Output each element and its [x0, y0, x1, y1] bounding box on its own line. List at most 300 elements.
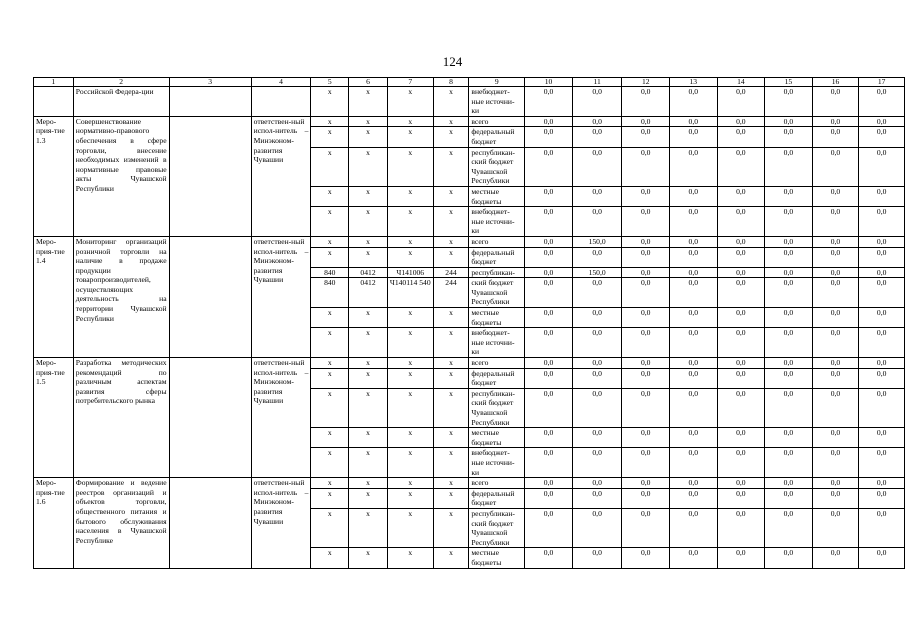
value-cell: 0,0	[859, 428, 905, 448]
value-cell: 0,0	[765, 278, 813, 308]
value-cell: 0,0	[812, 207, 859, 237]
table-row	[34, 478, 905, 489]
value-cell: 0,0	[525, 278, 573, 308]
value-cell: 0,0	[859, 87, 905, 117]
budget-code-cell: x	[387, 186, 433, 206]
budget-code-cell: x	[311, 207, 349, 237]
value-cell: 0,0	[572, 428, 622, 448]
table-row	[34, 116, 905, 127]
column-number: 10	[525, 78, 573, 87]
value-cell: 0,0	[717, 358, 765, 369]
value-cell: 0,0	[670, 207, 718, 237]
budget-code-cell: x	[311, 428, 349, 448]
value-cell: 0,0	[765, 508, 813, 547]
budget-code-cell: x	[433, 116, 469, 127]
responsible-cell: ответствен-ный испол-нитель – Минэконом-развития Чувашии	[251, 478, 311, 568]
value-cell: 0,0	[765, 247, 813, 267]
empty-cell	[169, 116, 251, 236]
value-cell: 0,0	[622, 388, 670, 427]
value-cell: 0,0	[525, 428, 573, 448]
value-cell: 150,0	[572, 236, 622, 247]
value-cell: 0,0	[622, 247, 670, 267]
value-cell: 0,0	[859, 116, 905, 127]
budget-code-cell: x	[349, 147, 388, 186]
budget-code-cell: x	[311, 127, 349, 147]
value-cell: 0,0	[525, 87, 573, 117]
value-cell: 0,0	[812, 448, 859, 478]
column-number: 4	[251, 78, 311, 87]
budget-code-cell: x	[433, 388, 469, 427]
event-id-cell: Меро-прия-тие 1.3	[34, 116, 74, 236]
value-cell: 0,0	[717, 87, 765, 117]
value-cell: 0,0	[812, 308, 859, 328]
budget-code-cell: Ч141006	[387, 267, 433, 278]
value-cell: 0,0	[572, 508, 622, 547]
value-cell: 0,0	[622, 308, 670, 328]
column-number: 2	[73, 78, 169, 87]
value-cell: 0,0	[717, 548, 765, 568]
value-cell: 0,0	[670, 278, 718, 308]
budget-code-cell: x	[433, 488, 469, 508]
value-cell: 0,0	[717, 127, 765, 147]
value-cell: 0,0	[859, 186, 905, 206]
budget-code-cell: x	[349, 116, 388, 127]
value-cell: 0,0	[525, 247, 573, 267]
budget-code-cell: x	[433, 548, 469, 568]
value-cell: 0,0	[572, 328, 622, 358]
table-body	[34, 87, 905, 569]
budget-code-cell: x	[387, 207, 433, 237]
funding-source-cell: федеральный бюджет	[469, 488, 525, 508]
value-cell: 0,0	[812, 147, 859, 186]
value-cell: 0,0	[812, 236, 859, 247]
value-cell: 150,0	[572, 267, 622, 278]
budget-code-cell: x	[349, 207, 388, 237]
value-cell: 0,0	[717, 488, 765, 508]
budget-code-cell: x	[311, 147, 349, 186]
budget-code-cell: x	[349, 478, 388, 489]
header-row	[34, 78, 905, 87]
column-number: 13	[670, 78, 718, 87]
column-number: 5	[311, 78, 349, 87]
value-cell: 0,0	[812, 267, 859, 278]
budget-code-cell: x	[311, 116, 349, 127]
funding-source-cell: республикан-ский бюджет Чувашской Республики	[469, 508, 525, 547]
value-cell: 0,0	[812, 548, 859, 568]
funding-source-cell: республикан-ский бюджет Чувашской Республики	[469, 388, 525, 427]
value-cell: 0,0	[765, 368, 813, 388]
value-cell: 0,0	[525, 358, 573, 369]
value-cell: 0,0	[765, 236, 813, 247]
budget-code-cell: x	[349, 186, 388, 206]
budget-code-cell: x	[349, 508, 388, 547]
responsible-cell: ответствен-ный испол-нитель – Минэконом-развития Чувашии	[251, 236, 311, 357]
value-cell: 0,0	[572, 358, 622, 369]
responsible-cell: ответствен-ный испол-нитель – Минэконом-развития Чувашии	[251, 116, 311, 236]
funding-source-cell: федеральный бюджет	[469, 247, 525, 267]
budget-code-cell: x	[311, 236, 349, 247]
funding-source-cell: всего	[469, 236, 525, 247]
value-cell: 0,0	[717, 247, 765, 267]
value-cell: 0,0	[670, 236, 718, 247]
value-cell: 0,0	[670, 186, 718, 206]
table-header	[34, 78, 905, 87]
value-cell: 0,0	[525, 448, 573, 478]
value-cell: 0,0	[717, 508, 765, 547]
event-id-cell: Меро-прия-тие 1.4	[34, 236, 74, 357]
value-cell: 0,0	[765, 147, 813, 186]
value-cell: 0,0	[670, 308, 718, 328]
funding-source-cell: местные бюджеты	[469, 548, 525, 568]
value-cell: 0,0	[717, 448, 765, 478]
funding-source-cell: местные бюджеты	[469, 186, 525, 206]
budget-code-cell: x	[311, 186, 349, 206]
event-id-cell	[34, 87, 74, 117]
column-number: 1	[34, 78, 74, 87]
budget-code-cell: x	[311, 368, 349, 388]
column-number: 12	[622, 78, 670, 87]
budget-code-cell: x	[349, 87, 388, 117]
column-number: 16	[812, 78, 859, 87]
funding-source-cell: внебюджет-ные источни-ки	[469, 207, 525, 237]
event-description-cell: Совершенствование нормативно-правового обеспечения в сфере торговли, внесение необходимых изменений в нормативные правовые акты Чувашской Республики	[73, 116, 169, 236]
value-cell: 0,0	[859, 388, 905, 427]
value-cell: 0,0	[859, 548, 905, 568]
budget-code-cell: x	[311, 388, 349, 427]
value-cell: 0,0	[859, 147, 905, 186]
column-number: 14	[717, 78, 765, 87]
value-cell: 0,0	[717, 147, 765, 186]
budget-code-cell: x	[387, 428, 433, 448]
value-cell: 0,0	[717, 428, 765, 448]
value-cell: 0,0	[812, 278, 859, 308]
value-cell: 0,0	[670, 368, 718, 388]
responsible-cell: ответствен-ный испол-нитель – Минэконом-развития Чувашии	[251, 358, 311, 478]
value-cell: 0,0	[765, 428, 813, 448]
budget-code-cell: x	[349, 488, 388, 508]
value-cell: 0,0	[622, 488, 670, 508]
budget-code-cell: x	[311, 478, 349, 489]
value-cell: 0,0	[572, 388, 622, 427]
value-cell: 0,0	[765, 267, 813, 278]
value-cell: 0,0	[622, 368, 670, 388]
value-cell: 0,0	[572, 308, 622, 328]
value-cell: 0,0	[622, 328, 670, 358]
value-cell: 0,0	[812, 388, 859, 427]
value-cell: 0,0	[622, 278, 670, 308]
value-cell: 0,0	[765, 116, 813, 127]
budget-code-cell: x	[311, 87, 349, 117]
value-cell: 0,0	[572, 207, 622, 237]
budget-code-cell: x	[387, 358, 433, 369]
event-description-cell: Российской Федера-ции	[73, 87, 169, 117]
table-row	[34, 236, 905, 247]
value-cell: 0,0	[572, 87, 622, 117]
funding-source-cell: местные бюджеты	[469, 428, 525, 448]
value-cell: 0,0	[525, 388, 573, 427]
value-cell: 0,0	[765, 328, 813, 358]
value-cell: 0,0	[717, 368, 765, 388]
budget-code-cell: x	[387, 548, 433, 568]
value-cell: 0,0	[717, 207, 765, 237]
value-cell: 0,0	[765, 548, 813, 568]
value-cell: 0,0	[670, 488, 718, 508]
value-cell: 0,0	[622, 147, 670, 186]
funding-source-cell: республикан-ский бюджет Чувашской Республики	[469, 147, 525, 186]
value-cell: 0,0	[670, 116, 718, 127]
value-cell: 0,0	[859, 508, 905, 547]
value-cell: 0,0	[622, 87, 670, 117]
budget-code-cell: x	[387, 388, 433, 427]
value-cell: 0,0	[572, 147, 622, 186]
funding-source-cell: внебюджет-ные источни-ки	[469, 87, 525, 117]
value-cell: 0,0	[525, 478, 573, 489]
value-cell: 0,0	[572, 368, 622, 388]
value-cell: 0,0	[622, 448, 670, 478]
value-cell: 0,0	[622, 267, 670, 278]
value-cell: 0,0	[525, 328, 573, 358]
value-cell: 0,0	[622, 358, 670, 369]
value-cell: 0,0	[812, 428, 859, 448]
funding-source-cell: внебюджет-ные источни-ки	[469, 328, 525, 358]
value-cell: 0,0	[670, 87, 718, 117]
value-cell: 0,0	[859, 478, 905, 489]
budget-code-cell: x	[349, 308, 388, 328]
budget-code-cell: x	[349, 388, 388, 427]
value-cell: 0,0	[572, 488, 622, 508]
value-cell: 0,0	[525, 508, 573, 547]
budget-code-cell: x	[433, 308, 469, 328]
value-cell: 0,0	[670, 358, 718, 369]
funding-source-cell: федеральный бюджет	[469, 127, 525, 147]
budget-code-cell: x	[387, 247, 433, 267]
value-cell: 0,0	[765, 87, 813, 117]
budget-code-cell: x	[433, 247, 469, 267]
value-cell: 0,0	[812, 358, 859, 369]
value-cell: 0,0	[670, 428, 718, 448]
value-cell: 0,0	[765, 308, 813, 328]
budget-code-cell: x	[433, 428, 469, 448]
value-cell: 0,0	[670, 548, 718, 568]
value-cell: 0,0	[622, 116, 670, 127]
funding-source-cell: всего	[469, 478, 525, 489]
column-number: 11	[572, 78, 622, 87]
value-cell: 0,0	[572, 478, 622, 489]
value-cell: 0,0	[525, 308, 573, 328]
value-cell: 0,0	[812, 247, 859, 267]
event-id-cell: Меро-прия-тие 1.5	[34, 358, 74, 478]
budget-code-cell: x	[349, 358, 388, 369]
budget-code-cell: x	[433, 508, 469, 547]
value-cell: 0,0	[525, 488, 573, 508]
value-cell: 0,0	[765, 207, 813, 237]
budget-code-cell: Ч140114 540	[387, 278, 433, 308]
value-cell: 0,0	[670, 147, 718, 186]
value-cell: 0,0	[670, 247, 718, 267]
column-number: 17	[859, 78, 905, 87]
value-cell: 0,0	[812, 116, 859, 127]
budget-code-cell: x	[349, 548, 388, 568]
value-cell: 0,0	[525, 267, 573, 278]
value-cell: 0,0	[525, 186, 573, 206]
value-cell: 0,0	[765, 488, 813, 508]
budget-code-cell: 0412	[349, 278, 388, 308]
empty-cell	[169, 236, 251, 357]
value-cell: 0,0	[670, 448, 718, 478]
budget-code-cell: x	[349, 448, 388, 478]
value-cell: 0,0	[670, 508, 718, 547]
value-cell: 0,0	[717, 328, 765, 358]
value-cell: 0,0	[670, 328, 718, 358]
empty-cell	[169, 358, 251, 478]
value-cell: 0,0	[525, 207, 573, 237]
budget-code-cell: x	[387, 488, 433, 508]
value-cell: 0,0	[859, 368, 905, 388]
value-cell: 0,0	[572, 186, 622, 206]
budget-code-cell: x	[349, 328, 388, 358]
funding-source-cell: республикан-	[469, 267, 525, 278]
value-cell: 0,0	[622, 186, 670, 206]
value-cell: 0,0	[717, 116, 765, 127]
value-cell: 0,0	[572, 278, 622, 308]
column-number: 7	[387, 78, 433, 87]
value-cell: 0,0	[717, 236, 765, 247]
budget-code-cell: x	[387, 116, 433, 127]
event-description-cell: Формирование и ведение реестров организаций и объектов торговли, общественного питания и бытового обслуживания населения в Чувашской Республике	[73, 478, 169, 568]
budget-code-cell: x	[349, 428, 388, 448]
funding-source-cell: местные бюджеты	[469, 308, 525, 328]
value-cell: 0,0	[859, 267, 905, 278]
value-cell: 0,0	[717, 478, 765, 489]
value-cell: 0,0	[717, 267, 765, 278]
value-cell: 0,0	[812, 508, 859, 547]
column-number: 9	[469, 78, 525, 87]
value-cell: 0,0	[622, 508, 670, 547]
value-cell: 0,0	[622, 207, 670, 237]
column-number: 15	[765, 78, 813, 87]
value-cell: 0,0	[525, 147, 573, 186]
budget-code-cell: x	[311, 328, 349, 358]
column-number: 6	[349, 78, 388, 87]
budget-code-cell: x	[433, 448, 469, 478]
value-cell: 0,0	[812, 127, 859, 147]
value-cell: 0,0	[765, 478, 813, 489]
page-number: 124	[442, 54, 463, 69]
budget-code-cell: x	[387, 87, 433, 117]
value-cell: 0,0	[622, 428, 670, 448]
value-cell: 0,0	[670, 267, 718, 278]
value-cell: 0,0	[859, 127, 905, 147]
value-cell: 0,0	[859, 448, 905, 478]
budget-code-cell: x	[387, 508, 433, 547]
budget-code-cell: 840	[311, 278, 349, 308]
value-cell: 0,0	[859, 247, 905, 267]
value-cell: 0,0	[622, 478, 670, 489]
value-cell: 0,0	[525, 548, 573, 568]
value-cell: 0,0	[525, 236, 573, 247]
value-cell: 0,0	[525, 127, 573, 147]
value-cell: 0,0	[622, 127, 670, 147]
empty-cell	[169, 478, 251, 568]
value-cell: 0,0	[717, 388, 765, 427]
value-cell: 0,0	[525, 368, 573, 388]
value-cell: 0,0	[717, 278, 765, 308]
budget-code-cell: x	[387, 328, 433, 358]
funding-source-cell: внебюджет-ные источни-ки	[469, 448, 525, 478]
budget-code-cell: x	[311, 358, 349, 369]
value-cell: 0,0	[812, 328, 859, 358]
column-number: 3	[169, 78, 251, 87]
budget-code-cell: x	[349, 368, 388, 388]
budget-code-cell: x	[387, 368, 433, 388]
value-cell: 0,0	[670, 127, 718, 147]
budget-code-cell: x	[311, 308, 349, 328]
budget-code-cell: x	[433, 368, 469, 388]
value-cell: 0,0	[765, 388, 813, 427]
budget-code-cell: 840	[311, 267, 349, 278]
budget-code-cell: x	[311, 548, 349, 568]
event-description-cell: Разработка методических рекомендаций по различным аспектам развития сферы потребительского рынка	[73, 358, 169, 478]
budget-code-cell: x	[433, 147, 469, 186]
value-cell: 0,0	[859, 278, 905, 308]
value-cell: 0,0	[572, 548, 622, 568]
value-cell: 0,0	[765, 358, 813, 369]
responsible-cell	[251, 87, 311, 117]
value-cell: 0,0	[812, 186, 859, 206]
funding-source-cell: всего	[469, 116, 525, 127]
value-cell: 0,0	[572, 247, 622, 267]
budget-code-cell: x	[311, 508, 349, 547]
value-cell: 0,0	[765, 448, 813, 478]
budget-code-cell: x	[311, 448, 349, 478]
value-cell: 0,0	[717, 186, 765, 206]
column-number: 8	[433, 78, 469, 87]
budget-code-cell: x	[433, 87, 469, 117]
value-cell: 0,0	[859, 236, 905, 247]
value-cell: 0,0	[859, 207, 905, 237]
value-cell: 0,0	[765, 186, 813, 206]
value-cell: 0,0	[859, 308, 905, 328]
funding-source-cell: ский бюджет Чувашской Республики	[469, 278, 525, 308]
empty-cell	[169, 87, 251, 117]
budget-table	[33, 77, 905, 569]
budget-code-cell: x	[311, 247, 349, 267]
budget-code-cell: x	[387, 236, 433, 247]
budget-code-cell: x	[433, 207, 469, 237]
funding-source-cell: всего	[469, 358, 525, 369]
value-cell: 0,0	[572, 127, 622, 147]
budget-code-cell: x	[433, 236, 469, 247]
budget-code-cell: x	[349, 236, 388, 247]
value-cell: 0,0	[622, 548, 670, 568]
value-cell: 0,0	[812, 478, 859, 489]
event-id-cell: Меро-прия-тие 1.6	[34, 478, 74, 568]
value-cell: 0,0	[812, 488, 859, 508]
budget-code-cell: 244	[433, 267, 469, 278]
budget-code-cell: x	[433, 478, 469, 489]
budget-code-cell: x	[433, 358, 469, 369]
table-row	[34, 358, 905, 369]
value-cell: 0,0	[859, 488, 905, 508]
value-cell: 0,0	[525, 116, 573, 127]
value-cell: 0,0	[670, 388, 718, 427]
value-cell: 0,0	[670, 478, 718, 489]
budget-code-cell: 244	[433, 278, 469, 308]
table-row	[34, 87, 905, 117]
budget-code-cell: x	[387, 147, 433, 186]
budget-code-cell: x	[349, 127, 388, 147]
event-description-cell: Мониторинг организаций розничной торговли на наличие в продаже продукции товаропроизводителей, осуществляющих деятельность на территории Чувашской Республики	[73, 236, 169, 357]
